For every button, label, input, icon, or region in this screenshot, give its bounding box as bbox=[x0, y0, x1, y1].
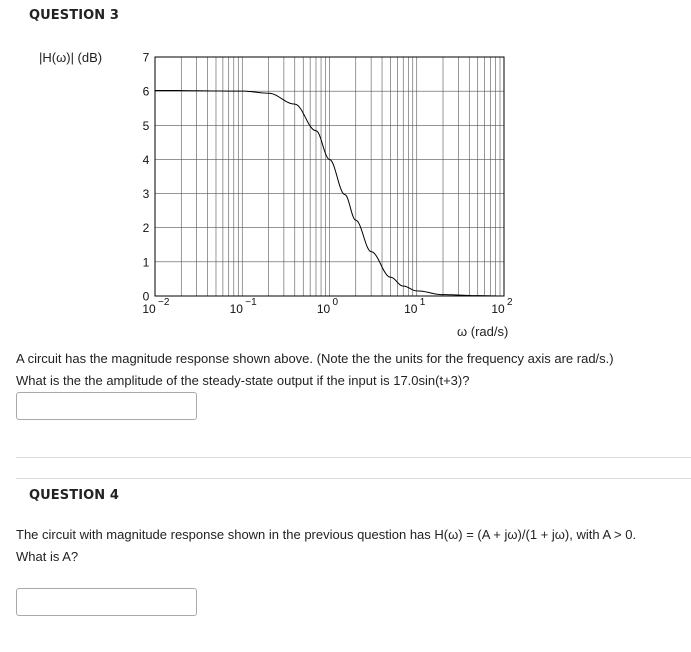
x-tick-base: 10 bbox=[316, 302, 331, 316]
x-tick-base: 10 bbox=[491, 302, 505, 316]
y-tick-label: 6 bbox=[142, 84, 150, 99]
x-tick-exponent: 0 bbox=[332, 297, 339, 308]
x-tick-exponent: 2 bbox=[507, 297, 513, 308]
x-tick-label bbox=[491, 297, 513, 316]
y-tick-label: 4 bbox=[142, 152, 150, 167]
x-tick-label bbox=[230, 297, 258, 316]
x-axis-label: ω (rad/s) bbox=[457, 324, 509, 339]
chart-grid bbox=[155, 57, 504, 296]
x-tick-label bbox=[317, 297, 339, 316]
question-3-title: QUESTION 3 bbox=[29, 8, 120, 23]
y-tick-labels bbox=[143, 51, 150, 304]
x-tick-base: 10 bbox=[229, 302, 243, 316]
x-tick-label bbox=[404, 297, 426, 316]
x-tick-base: 10 bbox=[404, 302, 418, 316]
y-tick-label: 5 bbox=[142, 118, 150, 133]
y-tick-label: 1 bbox=[142, 255, 150, 270]
divider-top bbox=[16, 457, 691, 458]
x-tick-base: 10 bbox=[142, 302, 156, 316]
y-tick-label: 0 bbox=[142, 289, 150, 304]
question-3-text-line-2: What is the the amplitude of the steady-state output if the input is 17.0sin(t+3)? bbox=[16, 373, 470, 388]
question-4-answer-input[interactable] bbox=[16, 588, 197, 616]
question-3-text-line-1: A circuit has the magnitude response shown above. (Note the the units for the frequency axis are rad/s.) bbox=[16, 351, 614, 366]
y-axis-label: |H(ω)| (dB) bbox=[39, 50, 103, 65]
y-tick-label: 7 bbox=[142, 50, 150, 65]
divider-bottom bbox=[16, 478, 691, 479]
x-tick-labels bbox=[142, 297, 513, 316]
y-tick-label: 3 bbox=[142, 187, 150, 202]
x-tick-exponent: 1 bbox=[419, 297, 426, 308]
question-3-answer-input[interactable] bbox=[16, 392, 197, 420]
x-tick-exponent: −2 bbox=[158, 297, 170, 308]
question-4-title: QUESTION 4 bbox=[29, 488, 120, 503]
question-4-text-line-2: What is A? bbox=[16, 549, 79, 564]
y-tick-label: 2 bbox=[142, 221, 150, 236]
x-tick-exponent: −1 bbox=[245, 297, 257, 308]
question-4-text-line-1: The circuit with magnitude response shown in the previous question has H(ω) = (A + jω)/(1 + jω), with A > 0. bbox=[16, 527, 637, 542]
